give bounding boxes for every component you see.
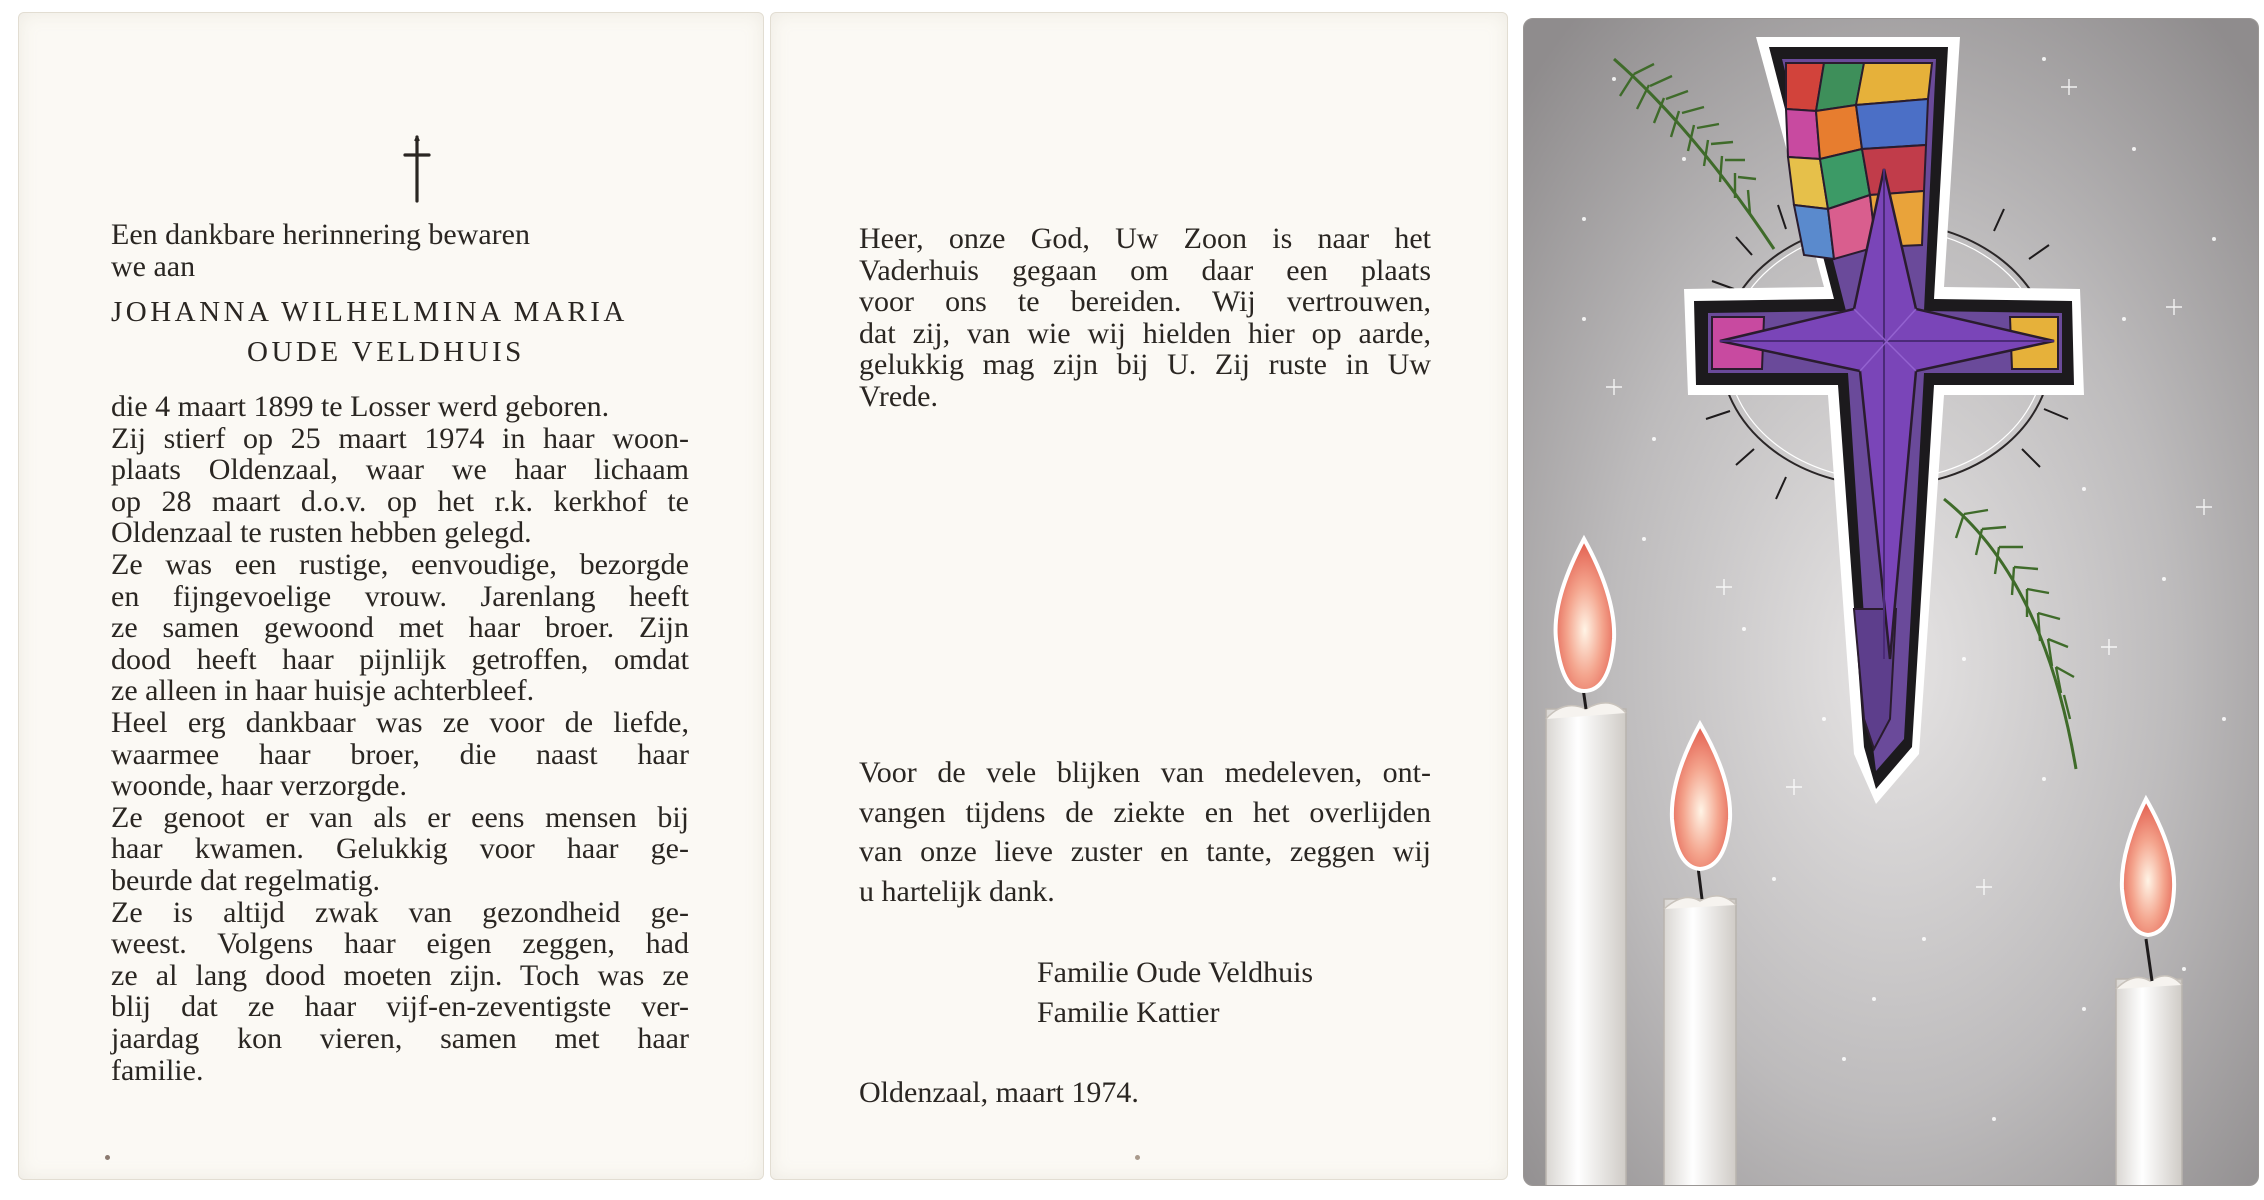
candle-middle xyxy=(1664,724,1736,1186)
text-line: dood heeft haar pijnlijk getroffen, omdat xyxy=(111,642,689,676)
text-line: Ze is altijd zwak van gezondheid ge- xyxy=(111,895,689,929)
text-line: Vaderhuis gegaan om daar een plaats xyxy=(859,253,1431,287)
text-line: Voor de vele blijken van medeleven, ont- xyxy=(859,756,1431,789)
signature-line-1: Familie Oude Veldhuis xyxy=(1037,956,1314,989)
text-line: dat zij, van wie wij hielden hier op aarde, xyxy=(859,316,1431,350)
text-line: weest. Volgens haar eigen zeggen, had xyxy=(111,927,689,961)
text-line: beurde dat regelmatig. xyxy=(111,864,381,897)
text-line: u hartelijk dank. xyxy=(859,874,1055,908)
intro-line-2: we aan xyxy=(111,250,196,283)
text-line: waarmee haar broer, die naast haar xyxy=(111,737,689,771)
print-speck xyxy=(105,1155,110,1160)
place-and-date: Oldenzaal, maart 1974. xyxy=(859,1076,1139,1109)
text-line: woonde, haar verzorgde. xyxy=(111,769,407,803)
cross-icon xyxy=(397,135,437,205)
stained-glass-cross-illustration xyxy=(1524,19,2259,1186)
text-line: ze samen gewoond met haar broer. Zijn xyxy=(111,611,689,645)
text-line: Ze was een rustige, eenvoudige, bezorgde xyxy=(111,548,689,581)
text-line: jaardag kon vieren, samen met haar xyxy=(111,1022,689,1055)
candle-right xyxy=(2116,799,2182,1186)
deceased-name-line-2: OUDE VELDHUIS xyxy=(247,336,525,368)
print-speck xyxy=(1135,1155,1140,1160)
middle-card-page xyxy=(770,12,1508,1180)
text-line: ze alleen in haar huisje achterbleef. xyxy=(111,674,535,708)
text-line: Zij stierf op 25 maart 1974 in haar woon- xyxy=(111,421,689,455)
text-line: vangen tijdens de ziekte en het overlijden xyxy=(859,795,1431,829)
text-line: Heel erg dankbaar was ze voor de liefde, xyxy=(111,706,689,739)
text-line: plaats Oldenzaal, waar we haar lichaam xyxy=(111,453,689,487)
text-line: blij dat ze haar vijf-en-zeventigste ver- xyxy=(111,990,689,1024)
candle-left xyxy=(1546,539,1626,1186)
text-line: Oldenzaal te rusten hebben gelegd. xyxy=(111,516,532,550)
intro-line-1: Een dankbare herinnering bewaren xyxy=(111,218,530,251)
text-line: van onze lieve zuster en tante, zeggen wij xyxy=(859,835,1431,868)
text-line: voor ons te bereiden. Wij vertrouwen, xyxy=(859,285,1431,319)
text-line: die 4 maart 1899 te Losser werd geboren. xyxy=(111,390,610,423)
signature-line-2: Familie Kattier xyxy=(1037,996,1220,1029)
text-line: familie. xyxy=(111,1053,204,1087)
text-line: Ze genoot er van als er eens mensen bij xyxy=(111,800,689,834)
text-line: Vrede. xyxy=(859,380,938,413)
deceased-name-line-1: JOHANNA WILHELMINA MARIA xyxy=(111,296,628,328)
text-line: haar kwamen. Gelukkig voor haar ge- xyxy=(111,832,689,866)
text-line: en fijngevoelige vrouw. Jarenlang heeft xyxy=(111,579,689,613)
left-card-page xyxy=(18,12,764,1180)
text-line: Heer, onze God, Uw Zoon is naar het xyxy=(859,222,1431,255)
text-line: ze al lang dood moeten zijn. Toch was ze xyxy=(111,958,689,992)
text-line: gelukkig mag zijn bij U. Zij ruste in Uw xyxy=(859,348,1431,382)
devotional-picture xyxy=(1523,18,2259,1186)
text-line: op 28 maart d.o.v. op het r.k. kerkhof te xyxy=(111,484,689,518)
